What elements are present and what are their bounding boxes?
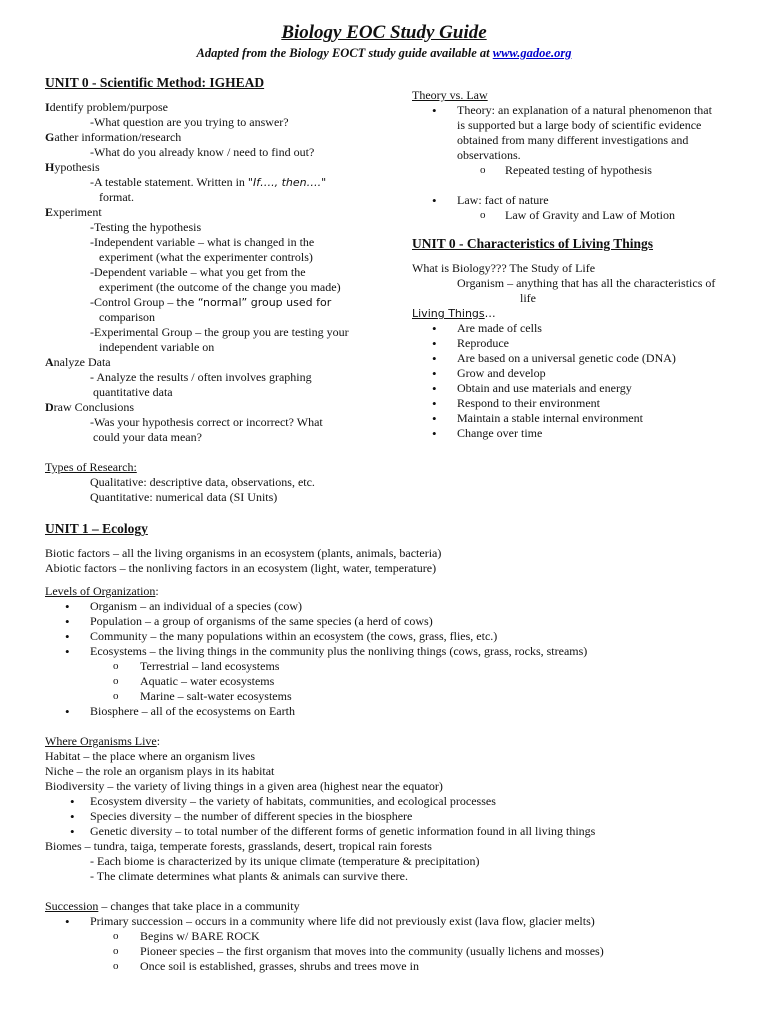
dependent-variable: -Dependent variable – what you get from the xyxy=(90,265,306,279)
identify-step: Identify problem/purpose xyxy=(45,100,168,114)
ecology-heading: UNIT 1 – Ecology xyxy=(45,521,148,536)
primary-succession-step: o Once soil is established, grasses, shrubs and trees move in xyxy=(45,959,745,974)
diversity-item: • Ecosystem diversity – the variety of habitats, communities, and ecological processes xyxy=(45,794,745,809)
levels-list xyxy=(45,599,745,659)
primary-succession-step: o Begins w/ BARE ROCK xyxy=(45,929,745,944)
where-heading: Where Organisms Live: xyxy=(45,734,161,748)
level-item: • Population – a group of organisms of the same species (a herd of cows) xyxy=(45,614,745,629)
primary-succession-list xyxy=(45,929,745,974)
control-group-cont: comparison xyxy=(99,310,155,324)
page-title: Biology EOC Study Guide xyxy=(281,22,487,43)
theory-item: • Theory: an explanation of a natural phenomenon that xyxy=(412,103,742,118)
theory-law-section xyxy=(412,88,742,441)
experimental-group: -Experimental Group – the group you are testing your xyxy=(90,325,349,339)
ecosystem-type-item: o Aquatic – water ecosystems xyxy=(45,674,745,689)
dependent-variable-cont: experiment (the outcome of the change you made) xyxy=(99,280,341,294)
hypothesis-desc: -A testable statement. Written in "If…., then…." xyxy=(90,175,327,189)
independent-variable: -Independent variable – what is changed in the xyxy=(90,235,315,249)
succession-definition: Succession – changes that take place in a community xyxy=(45,899,300,913)
primary-succession-step: o Pioneer species – the first organism that moves into the community (usually lichens and mosses) xyxy=(45,944,745,959)
diversity-item: • Genetic diversity – to total number of the different forms of genetic information found in all living things xyxy=(45,824,745,839)
living-thing-item: • Are made of cells xyxy=(412,321,742,336)
habitat-definition: Habitat – the place where an organism lives xyxy=(45,749,256,763)
levels-heading: Levels of Organization: xyxy=(45,584,159,598)
subtitle-text: Adapted from the Biology EOCT study guide available at xyxy=(196,46,490,60)
living-thing-item: • Grow and develop xyxy=(412,366,742,381)
level-item: • Ecosystems – the living things in the community plus the nonliving things (cows, grass, rocks, streams) xyxy=(45,644,745,659)
level-item: • Community – the many populations within an ecosystem (the cows, grass, flies, etc.) xyxy=(45,629,745,644)
ecosystem-type-item: o Terrestrial – land ecosystems xyxy=(45,659,745,674)
biomes-survival: - The climate determines what plants & animals can survive there. xyxy=(90,869,409,883)
theory-law-heading: Theory vs. Law xyxy=(412,88,488,102)
living-thing-item: • Maintain a stable internal environment xyxy=(412,411,742,426)
analyze-desc: - Analyze the results / often involves graphing xyxy=(90,370,312,384)
hypothesis-format: format. xyxy=(99,190,134,204)
theory-line-3: obtained from many different investigations and xyxy=(457,133,689,147)
research-qualitative: Qualitative: descriptive data, observations, etc. xyxy=(90,475,315,489)
analyze-step: Analyze Data xyxy=(45,355,111,369)
research-types-heading: Types of Research: xyxy=(45,460,137,474)
biomes-definition: Biomes – tundra, taiga, temperate forests, grasslands, desert, tropical rain forests xyxy=(45,839,432,853)
theory-line-2: is supported but a large body of scientific evidence xyxy=(457,118,702,132)
draw-conclusions-cont: could your data mean? xyxy=(93,430,202,444)
experiment-step: Experiment xyxy=(45,205,102,219)
page-subtitle xyxy=(0,46,768,61)
organism-definition: Organism – anything that has all the characteristics of xyxy=(457,276,716,290)
living-thing-item: • Are based on a universal genetic code (DNA) xyxy=(412,351,742,366)
gather-question: -What do you already know / need to find out? xyxy=(90,145,315,159)
living-things-heading: UNIT 0 - Characteristics of Living Things xyxy=(412,236,654,251)
law-subitem: o Law of Gravity and Law of Motion xyxy=(412,208,742,223)
living-thing-item: • Reproduce xyxy=(412,336,742,351)
biosphere-item: • Biosphere – all of the ecosystems on Earth xyxy=(45,704,745,719)
biomes-climate: - Each biome is characterized by its unique climate (temperature & precipitation) xyxy=(90,854,480,868)
independent-variable-cont: experiment (what the experimenter controls) xyxy=(99,250,313,264)
living-thing-item: • Obtain and use materials and energy xyxy=(412,381,742,396)
living-thing-item: • Respond to their environment xyxy=(412,396,742,411)
experiment-testing: -Testing the hypothesis xyxy=(90,220,202,234)
living-things-list xyxy=(412,321,742,441)
abiotic-factors: Abiotic factors – the nonliving factors in an ecosystem (light, water, temperature) xyxy=(45,561,437,575)
scientific-method-section xyxy=(45,74,395,505)
gather-step: Gather information/research xyxy=(45,130,182,144)
level-item: • Organism – an individual of a species (cow) xyxy=(45,599,745,614)
hypothesis-step: Hypothesis xyxy=(45,160,100,174)
diversity-item: • Species diversity – the number of different species in the biosphere xyxy=(45,809,745,824)
theory-line-4: observations. xyxy=(457,148,521,162)
biotic-factors: Biotic factors – all the living organisms in an ecosystem (plants, animals, bacteria) xyxy=(45,546,442,560)
analyze-desc-cont: quantitative data xyxy=(93,385,173,399)
ecosystem-type-item: o Marine – salt-water ecosystems xyxy=(45,689,745,704)
diversity-list xyxy=(45,794,745,839)
what-is-biology: What is Biology??? The Study of Life xyxy=(412,261,596,275)
living-thing-item: • Change over time xyxy=(412,426,742,441)
experimental-group-cont: independent variable on xyxy=(99,340,215,354)
control-group: -Control Group – the “normal” group used for xyxy=(90,295,332,309)
law-item: • Law: fact of nature xyxy=(412,193,742,208)
ecosystem-types-list xyxy=(45,659,745,704)
theory-subitem: o Repeated testing of hypothesis xyxy=(412,163,742,178)
identify-question: -What question are you trying to answer? xyxy=(90,115,289,129)
draw-conclusions-desc: -Was your hypothesis correct or incorrect? What xyxy=(90,415,323,429)
draw-conclusions-step: Draw Conclusions xyxy=(45,400,134,414)
biodiversity-definition: Biodiversity – the variety of living things in a given area (highest near the equator) xyxy=(45,779,443,793)
living-things-subheading: Living Things… xyxy=(412,307,496,320)
organism-definition-cont: life xyxy=(520,291,536,305)
research-quantitative: Quantitative: numerical data (SI Units) xyxy=(90,490,278,504)
ecology-section xyxy=(45,520,745,974)
primary-succession: • Primary succession – occurs in a community where life did not previously exist (lava flow, glacier melts) xyxy=(45,914,745,929)
niche-definition: Niche – the role an organism plays in its habitat xyxy=(45,764,275,778)
gadoe-link[interactable]: www.gadoe.org xyxy=(492,46,572,60)
unit0-method-heading: UNIT 0 - Scientific Method: IGHEAD xyxy=(45,75,265,90)
